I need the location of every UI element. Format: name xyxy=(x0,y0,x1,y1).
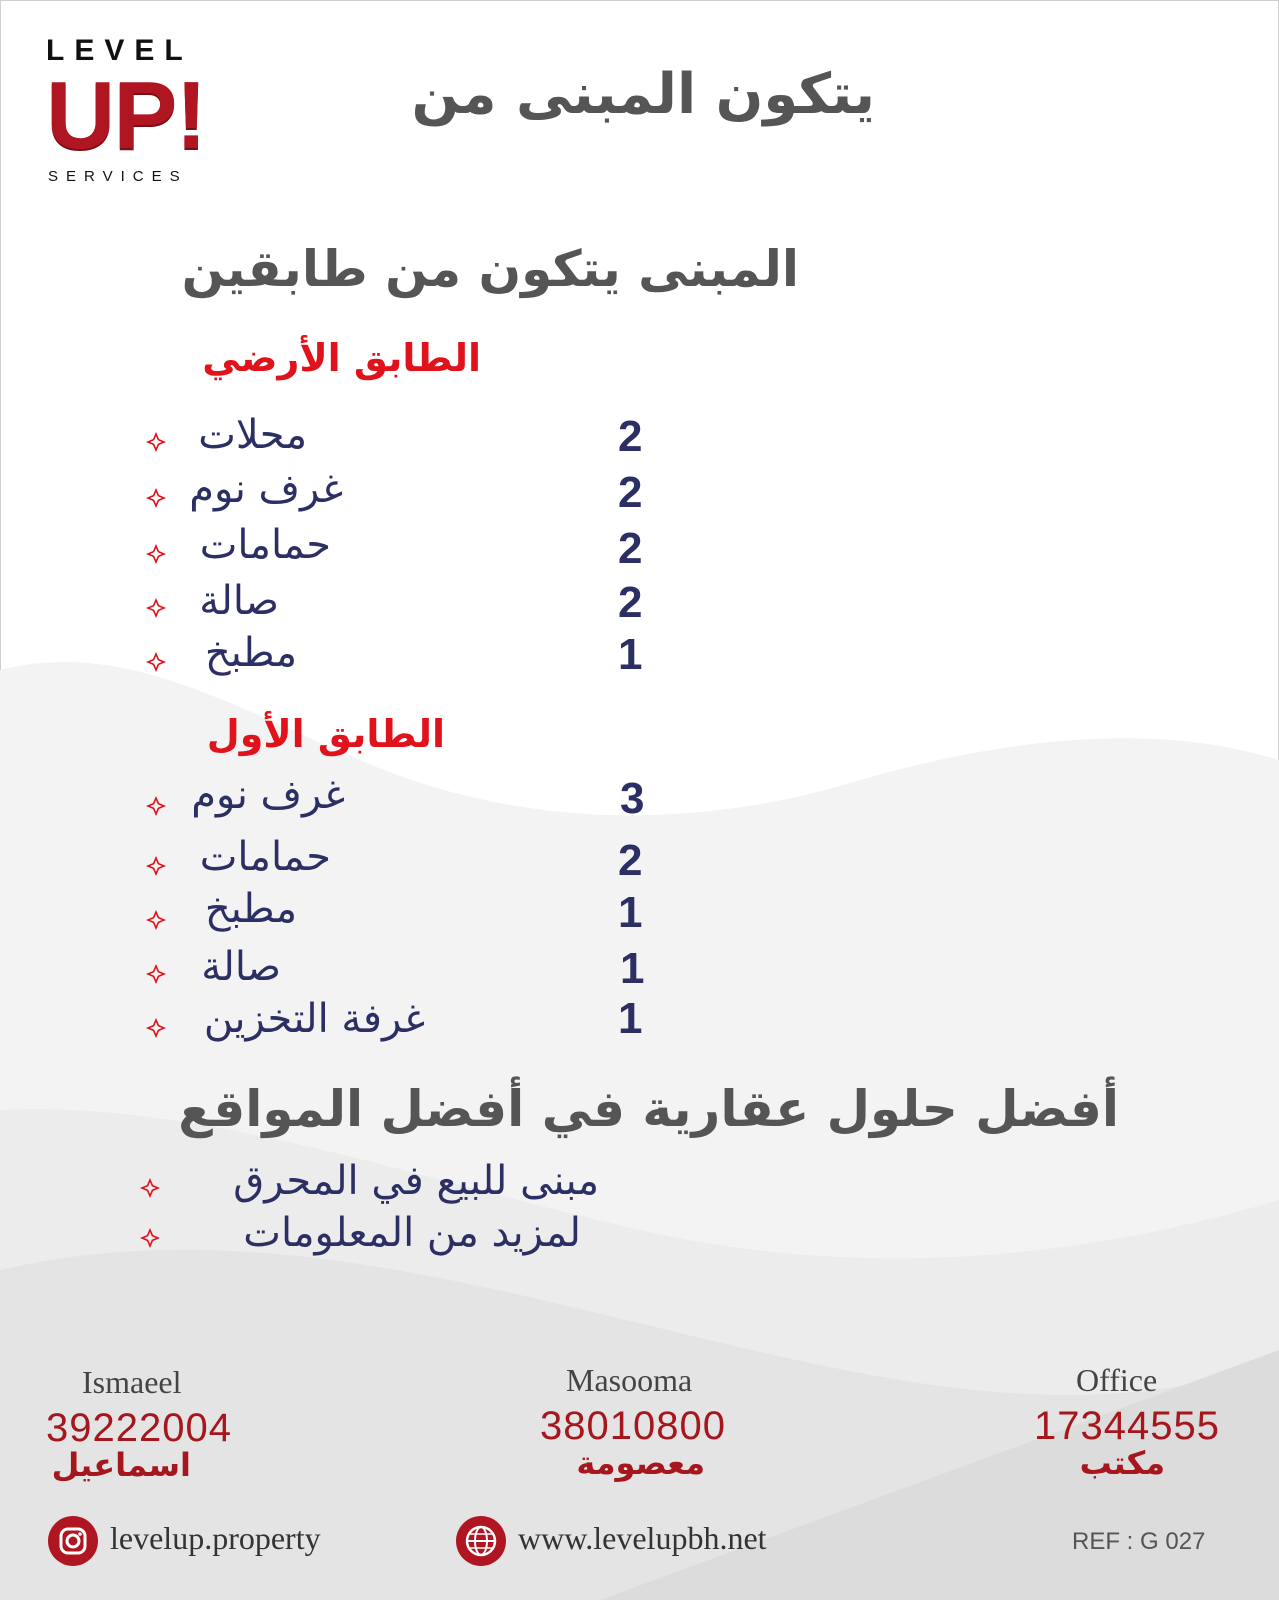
first-floor-title: الطابق الأول xyxy=(206,712,445,756)
item-label: غرفة التخزين xyxy=(203,996,425,1042)
star-outline-icon xyxy=(146,598,166,618)
reference-code: REF : G 027 xyxy=(1072,1528,1206,1555)
page-title: يتكون المبنى من xyxy=(411,62,875,127)
note-sale-location: مبنى للبيع في المحرق xyxy=(233,1158,599,1204)
item-label: صالة xyxy=(201,944,281,990)
item-label: حمامات xyxy=(199,834,331,880)
globe-glyph xyxy=(456,1516,506,1566)
item-label: محلات xyxy=(198,412,307,458)
tagline: أفضل حلول عقارية في أفضل المواقع xyxy=(178,1080,1119,1138)
contact-phone[interactable]: 38010800 xyxy=(540,1404,726,1448)
item-count: 2 xyxy=(618,412,643,461)
item-count: 1 xyxy=(618,994,643,1043)
item-label: غرف نوم xyxy=(191,772,345,818)
note-more-info: لمزيد من المعلومات xyxy=(243,1210,581,1256)
star-outline-icon xyxy=(146,432,166,452)
item-count: 2 xyxy=(618,836,643,885)
contact-name-ar: معصومة xyxy=(576,1444,705,1482)
star-outline-icon xyxy=(146,652,166,672)
star-outline-icon xyxy=(140,1178,160,1198)
contact-name: Office xyxy=(1076,1362,1158,1398)
item-count: 2 xyxy=(618,524,643,573)
item-count: 2 xyxy=(618,468,643,517)
star-outline-icon xyxy=(140,1228,160,1248)
star-outline-icon xyxy=(146,856,166,876)
company-logo xyxy=(46,34,206,186)
item-count: 2 xyxy=(618,578,643,627)
star-outline-icon xyxy=(146,796,166,816)
instagram-handle[interactable]: levelup.property xyxy=(110,1520,321,1556)
item-label: حمامات xyxy=(199,522,331,568)
contact-name: Masooma xyxy=(566,1362,693,1398)
item-count: 3 xyxy=(620,774,645,823)
star-outline-icon xyxy=(146,488,166,508)
item-label: غرف نوم xyxy=(189,466,343,512)
item-label: مطبخ xyxy=(204,630,297,676)
ground-floor-title: الطابق الأرضي xyxy=(202,336,481,380)
contact-name-ar: مكتب xyxy=(1079,1444,1165,1482)
star-outline-icon xyxy=(146,964,166,984)
instagram-icon[interactable] xyxy=(48,1516,98,1566)
contact-name-ar: اسماعيل xyxy=(51,1446,191,1484)
instagram-glyph xyxy=(48,1516,98,1566)
star-outline-icon xyxy=(146,910,166,930)
item-label: مطبخ xyxy=(204,886,297,932)
star-outline-icon xyxy=(146,1018,166,1038)
star-outline-icon xyxy=(146,544,166,564)
logo-level-text: LEVEL xyxy=(46,34,193,67)
building-subtitle: المبنى يتكون من طابقين xyxy=(181,240,799,298)
item-count: 1 xyxy=(620,944,645,993)
contact-phone[interactable]: 17344555 xyxy=(1034,1404,1220,1448)
logo-services-text: SERVICES xyxy=(48,168,188,185)
logo-up-text: UP! xyxy=(46,62,206,169)
globe-icon[interactable] xyxy=(456,1516,506,1566)
item-label: صالة xyxy=(199,578,279,624)
contact-name: Ismaeel xyxy=(82,1364,182,1400)
contact-phone[interactable]: 39222004 xyxy=(46,1406,232,1450)
website-url[interactable]: www.levelupbh.net xyxy=(518,1520,767,1556)
item-count: 1 xyxy=(618,888,643,937)
item-count: 1 xyxy=(618,630,643,679)
